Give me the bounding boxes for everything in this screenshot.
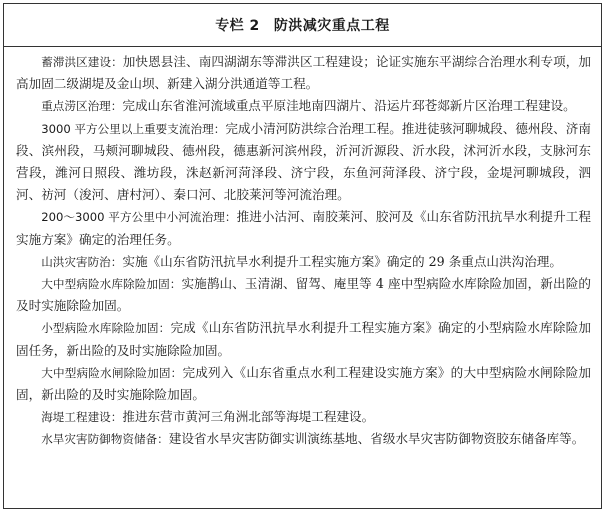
item-heading: 3000 平方公里以上重要支流治理： <box>41 121 226 136</box>
item-text: 实施鹊山、玉清湖、留驾、庵里等 4 座中型病险水库除险加固，新出险的及时实施除险加固。 <box>16 276 591 314</box>
item-material-reserve <box>16 428 591 450</box>
item-small-medium-river <box>16 206 591 250</box>
item-text: 完成《山东省防汛抗旱水利提升工程实施方案》确定的小型病险水库除险加固任务，新出险的及时实施除险加固。 <box>16 320 591 358</box>
item-heading: 蓄滞洪区建设： <box>41 55 123 69</box>
item-text: 建设省水旱灾害防御实训演练基地、省级水旱灾害防御物资胶东储备库等。 <box>168 431 585 447</box>
item-sluice-gate <box>16 362 591 406</box>
item-text: 实施《山东省防汛抗旱水利提升工程实施方案》确定的 29 条重点山洪沟治理。 <box>122 253 562 269</box>
item-text: 推进东营市黄河三角洲北部等海堤工程建设。 <box>122 409 375 425</box>
item-major-tributary <box>16 118 591 207</box>
item-heading: 大中型病险水闸除险加固： <box>41 365 183 380</box>
item-heading: 重点涝区治理： <box>41 99 123 114</box>
item-text: 完成山东省淮河流域重点平原洼地南四湖片、沿运片邳苍郯新片区治理工程建设。 <box>122 98 576 114</box>
item-heading: 大中型病险水库除险加固： <box>41 277 182 292</box>
item-heading: 小型病险水库除险加固： <box>41 321 171 336</box>
column-header <box>4 4 601 47</box>
item-waterlogging-area <box>16 95 591 117</box>
item-small-reservoir <box>16 317 591 361</box>
item-heading: 水旱灾害防御物资储备： <box>41 432 169 447</box>
item-large-medium-reservoir <box>16 273 591 317</box>
item-heading: 200～3000 平方公里中小河流治理： <box>41 210 237 225</box>
item-text: 推进小沽河、南胶莱河、胶河及《山东省防汛抗旱水利提升工程实施方案》确定的治理任务。 <box>16 209 592 247</box>
column-title: 防洪减灾重点工程 <box>273 18 390 34</box>
item-heading: 海堤工程建设： <box>41 410 123 425</box>
column-number: 专栏 2 <box>215 18 260 34</box>
item-seawall <box>16 406 591 428</box>
item-text: 完成小清河防洪综合治理工程。推进徒骇河聊城段、德州段、济南段、滨州段，马颊河聊城段、德州段，德惠新河滨州段，沂河沂源段、沂水段，沭河沂水段，支脉河东营段，潍河日照段、潍坊段，洙赵新河菏泽段、济宁段，东鱼河菏泽段、济宁段，金堤河聊城段，泗河、祊河（浚河、唐村河）、秦口河、北胶莱河等河流治理。 <box>16 120 591 203</box>
item-mountain-torrent <box>16 251 591 273</box>
item-text: 完成列入《山东省重点水利工程建设实施方案》的大中型病险水闸除险加固，新出险的及时实施除险加固。 <box>16 364 591 403</box>
item-text: 加快恩县洼、南四湖湖东等滞洪区工程建设；论证实施东平湖综合治理水利专项，加高加固二级湖堤及金山坝、新建入湖分洪通道等工程。 <box>16 54 591 92</box>
item-flood-storage-area <box>16 51 591 95</box>
special-column-box <box>3 3 602 509</box>
column-body <box>4 47 601 451</box>
item-heading: 山洪灾害防治： <box>41 254 123 269</box>
